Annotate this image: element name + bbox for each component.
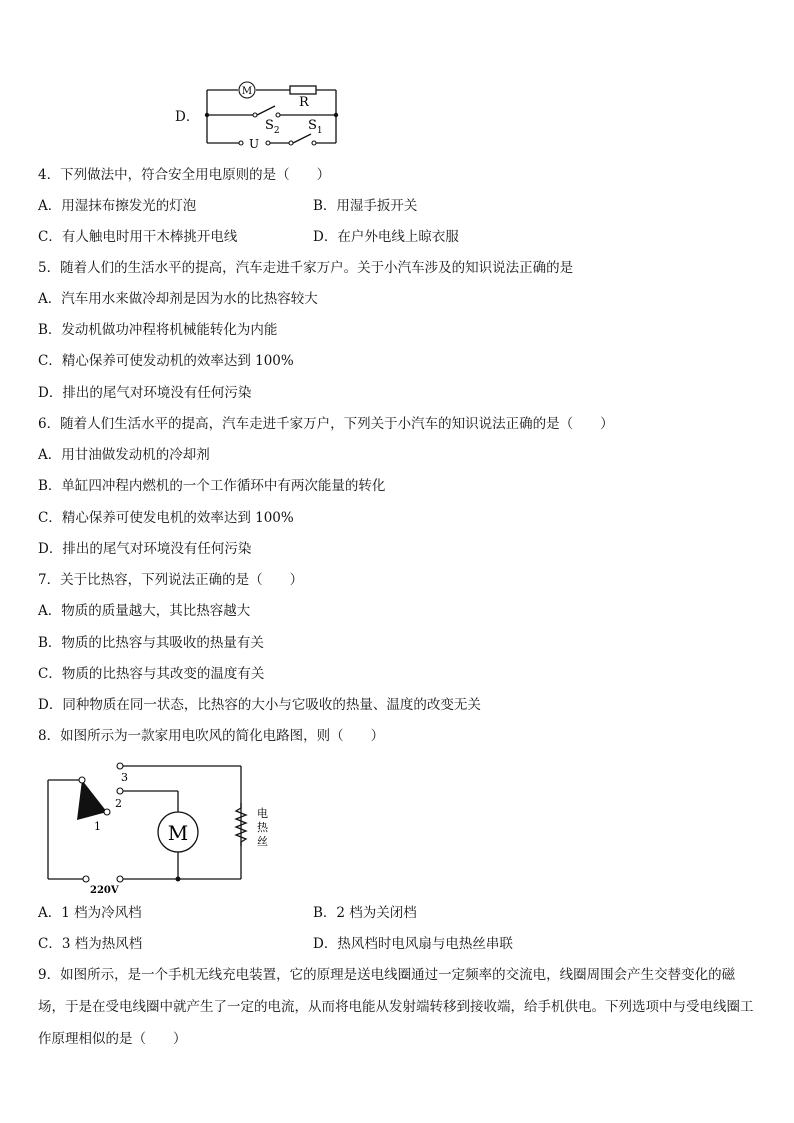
q4-option-c: C．有人触电时用干木棒挑开电线 — [38, 229, 238, 245]
q6-option-a: A．用甘油做发动机的冷却剂 — [38, 447, 210, 463]
q4-option-d: D．在户外电线上晾衣服 — [313, 229, 459, 245]
q8-hairdryer-circuit — [0, 760, 794, 900]
q8-option-a: A．1 档为冷风档 — [38, 905, 142, 921]
q7-stem: 7．关于比热容，下列说法正确的是（ ） — [38, 572, 304, 588]
q8-option-c: C．3 档为热风档 — [38, 936, 143, 952]
q8-option-d: D．热风档时电风扇与电热丝串联 — [313, 936, 513, 952]
q9-stem: 9．如图所示，是一个手机无线充电装置，它的原理是送电线圈通过一定频率的交流电，线圈周围会产生交替变化的磁场，于是在受电线圈中就产生了一定的电流，从而将电能从发射端转移到接收端，给手机供电。下列选项中与受电线圈工作原理相似的是（ ） — [38, 967, 754, 1047]
q3d-resistor-label: R — [299, 95, 309, 110]
q7-option-d: D．同种物质在同一状态，比热容的大小与它吸收的热量、温度的改变无关 — [38, 697, 481, 713]
q8-voltage-label: 220V — [90, 885, 119, 896]
q7-option-c: C．物质的比热容与其改变的温度有关 — [38, 666, 265, 682]
q8-heater-label-3: 丝 — [257, 835, 268, 848]
q5-stem: 5．随着人们的生活水平的提高，汽车走进千家万户。关于小汽车涉及的知识说法正确的是 — [38, 260, 574, 276]
q8-stem: 8．如图所示为一款家用电吹风的简化电路图，则（ ） — [38, 728, 385, 744]
q6-option-b: B．单缸四冲程内燃机的一个工作循环中有两次能量的转化 — [38, 478, 386, 494]
q5-option-c: C．精心保养可使发动机的效率达到 100% — [38, 353, 294, 369]
q5-option-b: B．发动机做功冲程将机械能转化为内能 — [38, 322, 278, 338]
q3d-motor-label: M — [241, 86, 253, 97]
q5-option-d: D．排出的尾气对环境没有任何污染 — [38, 385, 252, 401]
q6-stem: 6．随着人们生活水平的提高，汽车走进千家万户，下列关于小汽车的知识说法正确的是（ ） — [38, 416, 614, 432]
q8-motor-label: M — [167, 821, 189, 845]
q4-option-a: A．用湿抹布擦发光的灯泡 — [38, 198, 197, 214]
q3d-source-label: U — [248, 137, 260, 151]
q8-contact-1: 1 — [94, 820, 101, 833]
q3d-s1-sub: 1 — [316, 126, 323, 136]
q8-option-b: B．2 档为关闭档 — [313, 905, 417, 921]
q7-option-b: B．物质的比热容与其吸收的热量有关 — [38, 635, 264, 651]
q3d-s2-sub: 2 — [273, 126, 280, 136]
svg-text:S2 — [265, 118, 280, 136]
q6-option-c: C．精心保养可使发电机的效率达到 100% — [38, 510, 294, 526]
q3d-s1-label: S — [308, 118, 317, 133]
q4-stem: 4．下列做法中，符合安全用电原则的是（ ） — [38, 167, 331, 183]
q5-option-a: A．汽车用水来做冷却剂是因为水的比热容较大 — [38, 291, 318, 307]
q6-option-d: D．排出的尾气对环境没有任何污染 — [38, 541, 252, 557]
q8-heater-label-2: 热 — [257, 821, 268, 834]
q3d-s2-label: S — [265, 118, 274, 133]
svg-text:S1 — [308, 118, 323, 136]
q3-option-d-circuit — [0, 0, 794, 160]
q8-contact-3: 3 — [121, 771, 128, 784]
q8-contact-2: 2 — [115, 797, 122, 810]
q4-option-b: B．用湿手扳开关 — [313, 198, 418, 214]
q7-option-a: A．物质的质量越大，其比热容越大 — [38, 603, 251, 619]
q3-option-d-label: D． — [175, 109, 200, 125]
q8-heater-label-1: 电 — [257, 807, 268, 820]
